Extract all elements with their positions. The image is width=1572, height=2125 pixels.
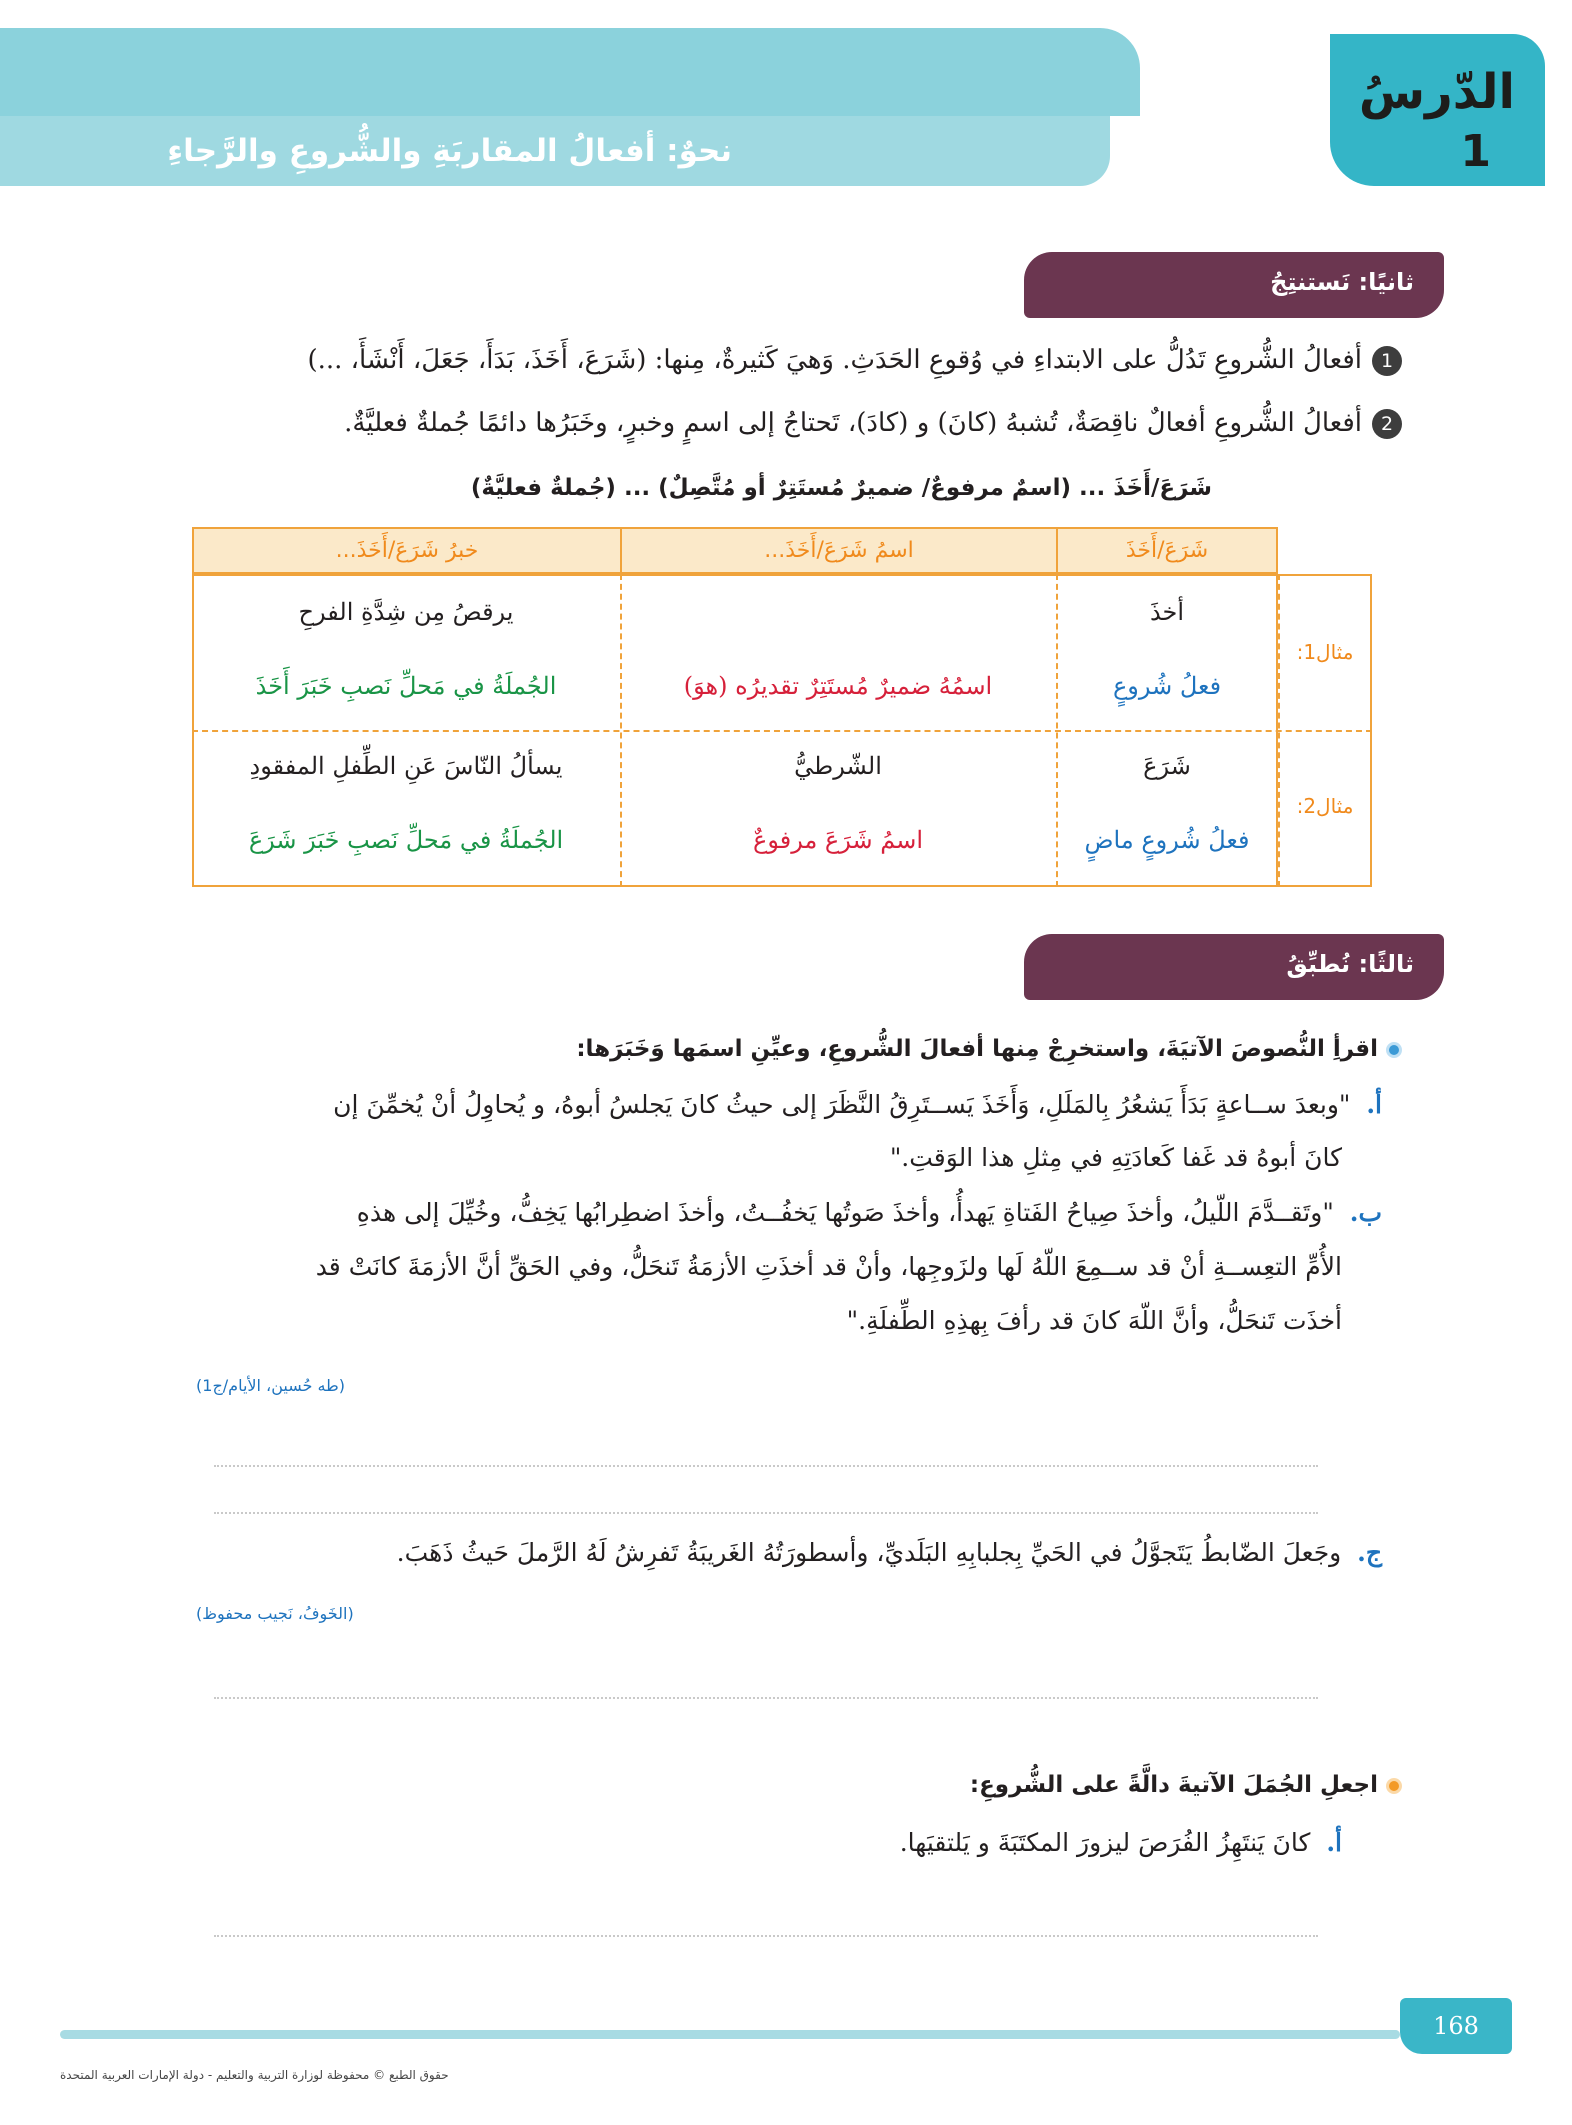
section-tab-conclude: ثانيًا: نَستنتِجُ	[1024, 252, 1444, 318]
text-c-text: وجَعلَ الضّابطُ يَتَجوَّلُ في الحَيِّ بِجلبابِهِ البَلَديِّ، وأسطورَتُهُ الغَريبَةُ تَفرِشُ لَهُ الرَّملَ حَيثُ ذَهَبَ.	[396, 1538, 1342, 1567]
instruction-2-text: اجعلِ الجُمَلَ الآتيةَ دالَّةً على الشُّروعِ:	[969, 1772, 1378, 1798]
lesson-word: الدّرسُ	[1358, 64, 1515, 120]
exercise-a	[900, 1828, 1342, 1857]
source-naguib-mahfouz: (الخَوفُ، نَجيب محفوظ)	[196, 1604, 354, 1623]
instruction-1	[576, 1036, 1402, 1062]
text-a-line-2: كانَ أبوهُ قد غَفا كَعادَتِهِ في مِثلِ هذا الوَقتِ."	[889, 1143, 1342, 1172]
answer-line	[214, 1935, 1318, 1937]
table-divider	[192, 730, 1372, 732]
exercise-a-letter: أ.	[1326, 1828, 1342, 1857]
example-2-verb-note: فعلُ شُروعٍ ماضٍ	[1084, 826, 1250, 854]
example-1-subject-note: اسمُهُ ضميرٌ مُستَتِرٌ تقديرُه (هوَ)	[683, 672, 993, 700]
example-2-verb: شَرَعَ	[1143, 752, 1191, 780]
lesson-number: 1	[1460, 126, 1491, 177]
instruction-2	[970, 1772, 1402, 1798]
text-b-letter: ب.	[1349, 1198, 1382, 1227]
example-1-verb: أخذَ	[1149, 598, 1185, 626]
text-b-line-1-text: "وتَقــدَّمَ اللّيلُ، وأخذَ صِياحُ الفَتاةِ يَهدأُ، وأخذَ صَوتُها يَخفُــتُ، وأخذَ اضطِرابُها يَخِفُّ، وخُيِّلَ إلى هذهِ	[356, 1198, 1334, 1227]
table-header-predicate: خبرُ شَرَعَ/أَخَذَ...	[192, 527, 622, 574]
text-a-letter: أ.	[1366, 1090, 1382, 1119]
table-header-verb: شَرَعَ/أَخَذَ	[1056, 527, 1278, 574]
exercise-a-text: كانَ يَنتَهِزُ الفُرَصَ ليزورَ المكتَبَةَ و يَلتقيَها.	[899, 1828, 1311, 1857]
example-1-label: مثال1:	[1296, 640, 1354, 664]
text-a-line-1-text: "وبعدَ ســاعةٍ بَدَأَ يَشعُرُ بِالمَلَلِ، وَأَخَذَ يَســتَرِقُ النَّظَرَ إلى حيثُ كانَ يَجلسُ أبوهُ، و يُحاوِلُ أنْ يُخمِّنَ إن	[333, 1090, 1351, 1119]
example-1-predicate: يرقصُ مِن شِدَّةِ الفرحِ	[298, 598, 514, 626]
conclusion-point-1	[307, 345, 1402, 376]
example-2-predicate: يسألُ النّاسَ عَنِ الطِّفلِ المفقودِ	[249, 752, 563, 780]
lesson-title: نحوٌ: أفعالُ المقاربَةِ والشُّروعِ والرَّجاءِ	[167, 133, 732, 169]
bullet-icon	[1386, 1042, 1402, 1058]
example-2-label: مثال2:	[1296, 794, 1354, 818]
formula-line: شَرَعَ/أَخَذَ ... (اسمٌ مرفوعٌ/ ضميرٌ مُستَتِرٌ أو مُتَّصِلٌ) ... (جُملةٌ فعليَّةٌ)	[470, 475, 1212, 501]
text-b-line-1	[357, 1198, 1382, 1227]
footer-bar	[60, 2030, 1400, 2039]
text-a-line-1	[333, 1090, 1382, 1119]
number-badge-1: 1	[1372, 346, 1402, 376]
example-2-predicate-note: الجُملَةُ في مَحلِّ نَصبِ خَبَرَ شَرَعَ	[248, 826, 564, 854]
source-taha-hussein: (طه حُسين، الأيام/ج1)	[196, 1376, 346, 1395]
header-stripe	[0, 28, 1140, 116]
table-header-subject: اسمُ شَرَعَ/أَخَذَ...	[620, 527, 1058, 574]
bullet-icon	[1386, 1778, 1402, 1794]
answer-line	[214, 1512, 1318, 1514]
instruction-1-text: اقرأِ النُّصوصَ الآتيَةَ، واستخرِجْ مِنها أفعالَ الشُّروعِ، وعيِّنِ اسمَها وَخَبَرَها:	[576, 1036, 1378, 1062]
text-b-line-3: أخذَت تَنحَلُّ، وأنَّ اللّهَ كانَ قد رأفَ بِهذِهِ الطِّفلَةِ."	[846, 1306, 1342, 1335]
example-2-subject: الشّرطيُّ	[794, 752, 882, 780]
lesson-badge	[1330, 34, 1545, 186]
example-2-subject-note: اسمُ شَرَعَ مرفوعٌ	[753, 826, 923, 854]
copyright-notice: حقوق الطبع © محفوظة لوزارة التربية والتعليم - دولة الإمارات العربية المتحدة	[60, 2068, 449, 2082]
answer-line	[214, 1465, 1318, 1467]
text-b-line-2: الأُمِّ التعِســةِ أنْ قد ســمِعَ اللّهُ لَها ولزَوجِها، وأنْ قد أخذَتِ الأزمَةُ تَنحَلُّ، وفي الحَقِّ أنَّ الأزمَةَ كانَتْ قد	[315, 1252, 1342, 1281]
text-c-letter: ج.	[1357, 1538, 1382, 1567]
text-c	[397, 1538, 1382, 1567]
number-badge-2: 2	[1372, 409, 1402, 439]
example-1-verb-note: فعلُ شُروعٍ	[1112, 672, 1222, 700]
page-number: 168	[1400, 1998, 1512, 2054]
conclusion-point-2-text: أفعالُ الشُّروعِ أفعالٌ ناقِصَةٌ، تُشبهُ (كانَ) و (كادَ)، تَحتاجُ إلى اسمٍ وخبرٍ، وخَبَرُها دائمًا جُملةٌ فعليَّةٌ.	[344, 408, 1362, 438]
example-1-predicate-note: الجُملَةُ في مَحلِّ نَصبِ خَبَرَ أَخَذَ	[255, 672, 557, 700]
conclusion-point-2	[344, 408, 1402, 439]
answer-line	[214, 1697, 1318, 1699]
section-tab-apply: ثالثًا: نُطبِّقُ	[1024, 934, 1444, 1000]
conclusion-point-1-text: أفعالُ الشُّروعِ تَدُلُّ على الابتداءِ في وُقوعِ الحَدَثِ. وَهيَ كَثيرةٌ، مِنها: (شَرَعَ، أَخَذَ، بَدَأَ، جَعَلَ، أَنْشَأَ، ...)	[307, 345, 1362, 375]
